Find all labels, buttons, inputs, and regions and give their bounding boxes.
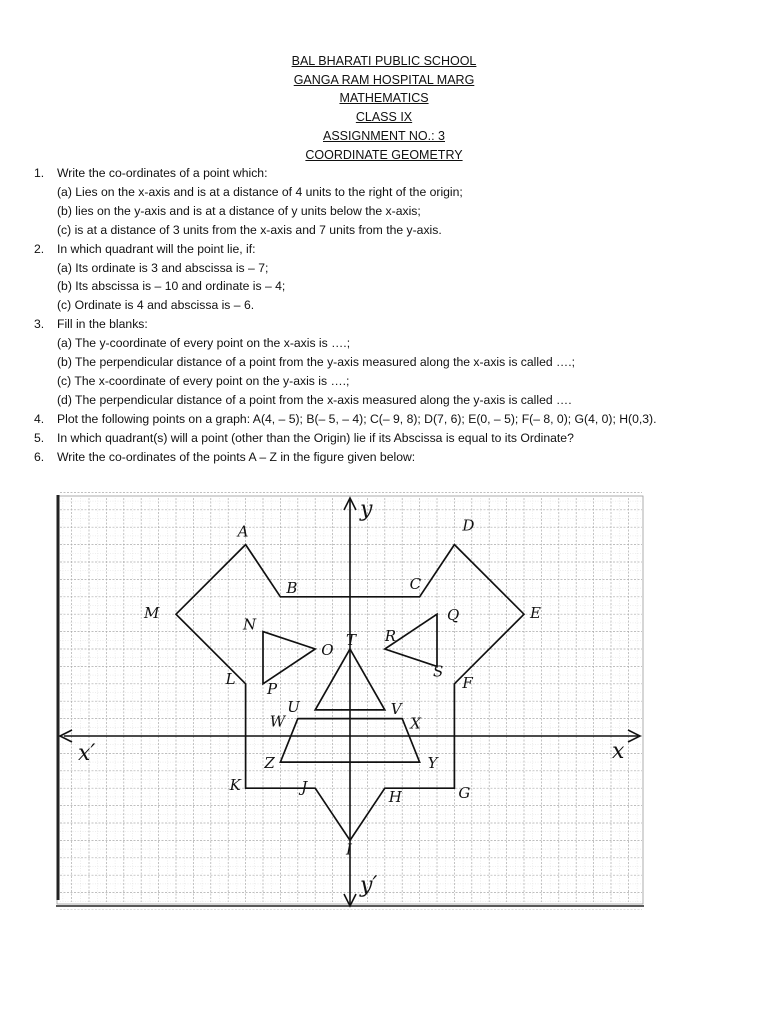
point-label-t: T bbox=[346, 631, 357, 649]
question-text: Write the co-ordinates of the points A – Z in the figure given below: bbox=[57, 449, 416, 464]
point-label-m: M bbox=[144, 604, 160, 623]
topic-title: COORDINATE GEOMETRY bbox=[305, 147, 463, 162]
question-1-part: (a) Lies on the x-axis and is at a distance of 4 units to the right of the origin; bbox=[57, 184, 463, 199]
point-label-w: W bbox=[269, 712, 286, 731]
question-text: Plot the following points on a graph: A(4, – 5); B(– 5, – 4); C(– 9, 8); D(7, 6); E(0, – 5); F(– 8, 0); G(4, 0); H(0,3). bbox=[57, 411, 657, 426]
question-text: Write the co-ordinates of a point which: bbox=[57, 166, 268, 180]
point-label-k: K bbox=[229, 776, 241, 795]
question-2-part: (a) Its ordinate is 3 and abscissa is – 7; bbox=[57, 260, 269, 275]
question-3-part: (d) The perpendicular distance of a point from the x-axis measured along the y-axis is called …. bbox=[57, 392, 572, 407]
question-3 bbox=[34, 315, 754, 334]
point-label-v: V bbox=[390, 699, 402, 718]
question-6 bbox=[34, 448, 754, 467]
x-axis-negative-label: x′ bbox=[78, 741, 96, 766]
point-label-j: J bbox=[301, 778, 308, 797]
point-label-b: B bbox=[286, 578, 298, 597]
point-label-x: X bbox=[410, 714, 421, 733]
point-label-l: L bbox=[225, 669, 236, 688]
question-number: 2. bbox=[34, 241, 45, 256]
point-label-g: G bbox=[458, 784, 471, 803]
question-2-part: (c) Ordinate is 4 and abscissa is – 6. bbox=[57, 298, 255, 313]
point-label-z: Z bbox=[264, 754, 275, 773]
question-2 bbox=[34, 240, 754, 259]
question-1 bbox=[34, 164, 754, 183]
question-number: 3. bbox=[34, 317, 45, 332]
question-3-part: (a) The y-coordinate of every point on the x-axis is ….; bbox=[57, 336, 351, 351]
question-number: 1. bbox=[34, 166, 45, 180]
coordinate-figure bbox=[56, 490, 644, 910]
point-label-p: P bbox=[267, 679, 278, 698]
question-5 bbox=[34, 429, 754, 448]
question-number: 5. bbox=[34, 430, 45, 445]
x-axis-positive-label: x bbox=[612, 739, 625, 764]
question-2-part: (b) Its abscissa is – 10 and ordinate is – 4; bbox=[57, 279, 286, 294]
school-address: GANGA RAM HOSPITAL MARG bbox=[293, 72, 475, 87]
document-header bbox=[0, 52, 768, 164]
point-label-e: E bbox=[530, 604, 541, 623]
question-number: 4. bbox=[34, 411, 45, 426]
coordinate-graph bbox=[56, 490, 644, 910]
point-label-y: Y bbox=[427, 754, 438, 773]
question-1-part: (c) is at a distance of 3 units from the x-axis and 7 units from the y-axis. bbox=[57, 222, 442, 237]
point-label-i: I bbox=[346, 840, 352, 859]
question-number: 6. bbox=[34, 449, 45, 464]
assignment-number: ASSIGNMENT NO.: 3 bbox=[322, 128, 445, 143]
question-3-part: (b) The perpendicular distance of a point from the y-axis measured along the x-axis is called ….; bbox=[57, 355, 575, 370]
y-axis-positive-label: y bbox=[360, 497, 373, 522]
point-label-d: D bbox=[462, 516, 475, 535]
question-list bbox=[34, 164, 754, 467]
question-3-part: (c) The x-coordinate of every point on the y-axis is ….; bbox=[57, 373, 350, 388]
point-label-n: N bbox=[243, 615, 257, 634]
y-axis-negative-label: y′ bbox=[360, 873, 378, 898]
point-label-h: H bbox=[388, 788, 402, 807]
point-label-a: A bbox=[237, 522, 249, 541]
class-name: CLASS IX bbox=[355, 110, 413, 125]
question-4 bbox=[34, 410, 754, 429]
point-label-s: S bbox=[433, 662, 444, 681]
question-1-part: (b) lies on the y-axis and is at a distance of y units below the x-axis; bbox=[57, 203, 421, 218]
point-label-c: C bbox=[409, 574, 422, 593]
point-label-q: Q bbox=[447, 606, 460, 625]
point-label-r: R bbox=[384, 627, 397, 645]
point-labels bbox=[143, 517, 541, 859]
point-label-f: F bbox=[462, 673, 473, 692]
question-text: In which quadrant(s) will a point (other than the Origin) lie if its Abscissa is equal to its Ordinate? bbox=[57, 430, 574, 445]
point-label-o: O bbox=[321, 641, 334, 659]
question-text: In which quadrant will the point lie, if: bbox=[57, 241, 256, 256]
subject: MATHEMATICS bbox=[339, 91, 429, 106]
school-name: BAL BHARATI PUBLIC SCHOOL bbox=[291, 54, 477, 68]
question-text: Fill in the blanks: bbox=[57, 317, 148, 332]
point-label-u: U bbox=[287, 697, 300, 716]
